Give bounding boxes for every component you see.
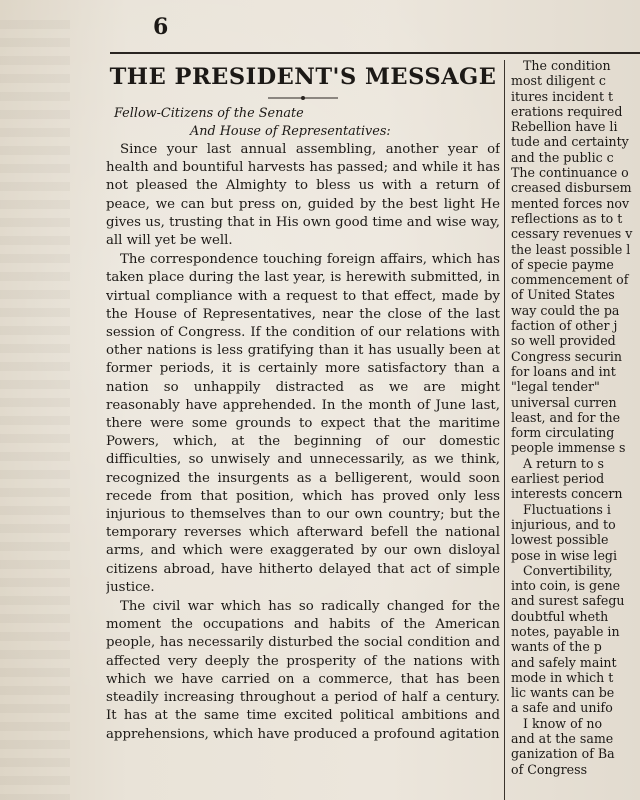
side-column-line: The condition bbox=[523, 58, 611, 73]
side-column-line: for loans and int bbox=[511, 363, 616, 379]
side-column-line: and surest safegu bbox=[511, 593, 625, 609]
side-column-line: erations required bbox=[511, 103, 623, 119]
side-column-line: tude and certainty bbox=[511, 134, 629, 150]
column-rule bbox=[504, 60, 505, 800]
side-column-line: Fluctuations i bbox=[523, 501, 611, 517]
side-column-line: and the public c bbox=[511, 149, 614, 165]
side-column-line: earliest period bbox=[511, 471, 605, 487]
side-column-line: notes, payable in bbox=[511, 623, 620, 639]
salutation-line-1: Fellow-Citizens of the Senate bbox=[114, 106, 304, 121]
side-column-line: way could the pa bbox=[511, 302, 620, 318]
side-column-line: lowest possible bbox=[511, 532, 609, 548]
side-column-line: of specie payme bbox=[511, 256, 614, 272]
side-column-line: of United States bbox=[511, 287, 615, 303]
side-column-line: commencement of bbox=[511, 272, 629, 288]
article-headline: THE PRESIDENT'S MESSAGE bbox=[109, 64, 497, 90]
side-column-line: of Congress bbox=[511, 761, 588, 777]
side-column-line: A return to s bbox=[523, 455, 604, 471]
side-column-line: doubtful wheth bbox=[511, 608, 609, 624]
side-column-line: pose in wise legi bbox=[511, 547, 618, 563]
side-column-line: injurious, and to bbox=[511, 516, 616, 532]
ornamental-rule bbox=[268, 95, 338, 101]
side-column-line: cessary revenues v bbox=[511, 226, 633, 242]
article-paragraph: Since your last annual assembling, another year of health and bountiful harvests has passed; and while it has not pleased the Almighty to bless us with a return of peace, we can but press on, guided by the best light He gives us, trusting that in His own good time and wise way, all will yet be well. bbox=[106, 142, 500, 249]
side-column-line: mented forces nov bbox=[511, 195, 630, 211]
side-column-line: reflections as to t bbox=[511, 210, 623, 226]
side-column-line: ganization of Ba bbox=[511, 746, 615, 762]
article-paragraph: The civil war which has so radically changed for the moment the occupations and habits of the American people, has necessarily disturbed the social condition and affected very deeply the prosperity of the nations with which we have carried on a commerce, that has been steadily increasing throughout a period of half a century. It has at the same time excited political ambitions and apprehensions, which have produced a profound agitation bbox=[106, 599, 500, 742]
side-column-line: so well provided bbox=[511, 333, 616, 349]
side-column-line: the least possible l bbox=[511, 241, 631, 257]
article-column bbox=[106, 58, 500, 800]
page-number: 6 bbox=[153, 14, 169, 40]
salutation-line-2: And House of Representatives: bbox=[190, 124, 391, 139]
side-column-line: and at the same bbox=[511, 731, 614, 747]
side-column-line: universal curren bbox=[511, 394, 617, 410]
side-column-line: "legal tender" bbox=[511, 379, 600, 395]
side-column-line: wants of the p bbox=[511, 639, 602, 655]
article-paragraph: The correspondence touching foreign affairs, which has taken place during the last year, is herewith submitted, in virtual compliance with a request to that effect, made by the House of Representatives, near the close of the last session of Congress. If the condition of our relations with other nations is less gratifying than it has usually been at former periods, it is certainly more satisfactory than a nation so unhappily distracted as we are might reasonably have apprehended. In the month of June last, there were some grounds to expect that the maritime Powers, which, at the beginning of our domestic difficulties, so unwisely and unnecessarily, as we think, recognized the insurgents as a belligerent, would soon recede from that position, which has proved only less injurious to themselves than to our own country; but the temporary reverses which afterward befell the national arms, and which were exaggerated by our own disloyal citizens abroad, have hitherto delayed that act of simple justice. bbox=[106, 252, 500, 595]
side-column-line: lic wants can be bbox=[511, 685, 615, 701]
side-column-line: I know of no bbox=[523, 715, 603, 731]
side-column-line: form circulating bbox=[511, 425, 615, 441]
side-column-line: a safe and unifo bbox=[511, 700, 613, 716]
side-column-line: creased disbursem bbox=[511, 180, 632, 196]
side-column-line: Rebellion have li bbox=[511, 119, 618, 135]
side-column-line: faction of other j bbox=[511, 318, 618, 334]
side-column-line: into coin, is gene bbox=[511, 578, 621, 594]
side-column-line: interests concern bbox=[511, 486, 623, 502]
bleed-through-margin bbox=[0, 20, 70, 800]
side-column-line: mode in which t bbox=[511, 669, 614, 685]
side-column-line: The continuance o bbox=[511, 165, 629, 181]
side-column-line: Convertibility, bbox=[523, 562, 613, 578]
side-column-line: people immense s bbox=[511, 440, 626, 456]
header-rule bbox=[110, 52, 640, 54]
side-column-line: Congress securin bbox=[511, 348, 623, 364]
article-body bbox=[106, 141, 500, 744]
side-column-line: most diligent c bbox=[511, 73, 606, 89]
side-column-line: least, and for the bbox=[511, 409, 621, 425]
side-column-line: and safely maint bbox=[511, 654, 617, 670]
adjacent-column bbox=[511, 58, 640, 800]
side-column-line: itures incident t bbox=[511, 88, 614, 104]
